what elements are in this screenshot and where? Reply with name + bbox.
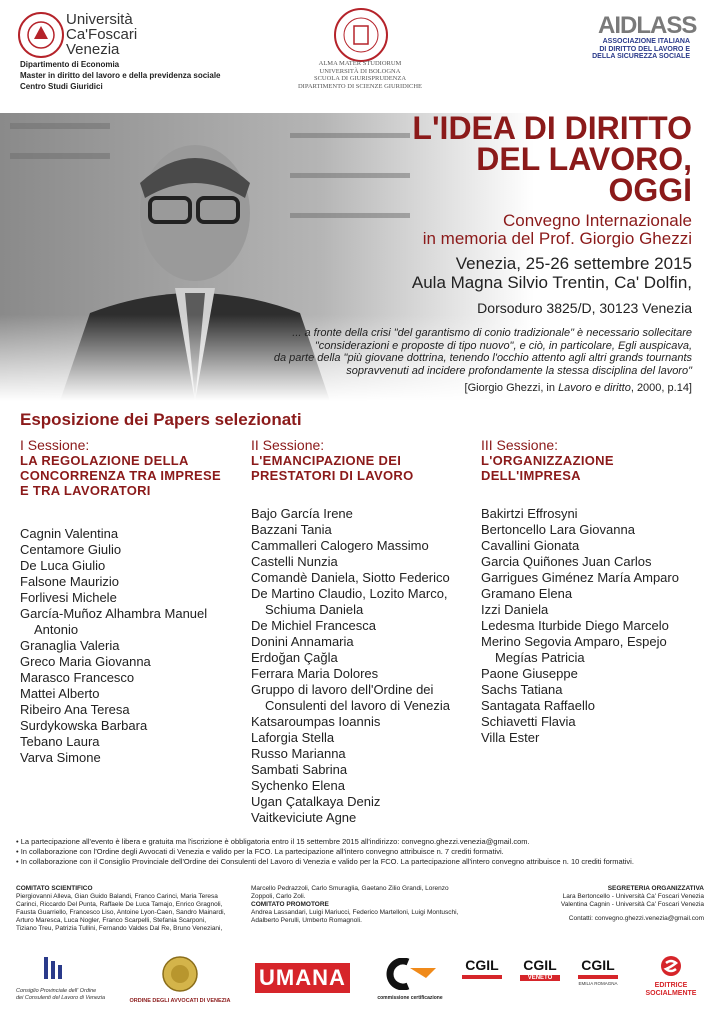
ghezzi-quote xyxy=(132,327,692,377)
papers-section-title: Esposizione dei Papers selezionati xyxy=(20,410,302,429)
consulenti-logo xyxy=(16,955,111,1001)
conference-title xyxy=(272,110,692,208)
note-line: • In collaborazione con l'Ordine degli Avvocati di Venezia e valido per la FCO. La partecipazione all'intero convegno attribuisce n. 7 crediti formativi. xyxy=(16,847,504,856)
bologna-text xyxy=(270,60,450,90)
speaker-item: Santagata Raffaello xyxy=(481,698,595,713)
title-line: L'IDEA DI DIRITTO xyxy=(412,110,692,146)
session-title-line: L'EMANCIPAZIONE DEI xyxy=(251,453,402,468)
cite-pre: [Giorgio Ghezzi, in xyxy=(464,382,559,394)
quote-line: da parte della "più giovane dottrina, tenendo l'occhio attento agli altri grands tournants xyxy=(273,352,692,364)
session-column xyxy=(251,438,476,826)
editrice-line: SOCIALMENTE xyxy=(645,990,697,997)
scientific-committee-title: COMITATO SCIENTIFICO xyxy=(16,885,93,892)
session-title xyxy=(481,453,706,483)
speaker-item: Varva Simone xyxy=(20,750,101,765)
ca-foscari-department xyxy=(20,59,221,92)
ca-foscari-seal xyxy=(18,12,64,58)
secretary-line: Lara Bertoncello - Università Ca' Foscari Venezia xyxy=(562,893,704,900)
subtitle-line: Convegno Internazionale xyxy=(502,211,692,230)
bologna-line: DIPARTIMENTO DI SCIENZE GIURIDICHE xyxy=(297,82,422,90)
committee-line: Arturo Maresca, Luca Nogler, Franco Scarpelli, Stefania Scarponi, xyxy=(16,917,207,924)
title-line: DEL LAVORO, xyxy=(476,141,692,177)
unive-line: Università xyxy=(66,11,133,28)
speaker-item-continuation: Antonio xyxy=(34,622,79,637)
speaker-item: Tebano Laura xyxy=(20,734,100,749)
session-title xyxy=(251,453,476,483)
speaker-item-continuation: Consulenti del lavoro di Venezia xyxy=(265,698,451,713)
speaker-item: Greco Maria Giovanna xyxy=(20,654,151,669)
speaker-item: Bajo García Irene xyxy=(251,506,353,521)
speaker-item-continuation: Megías Patricia xyxy=(495,650,585,665)
dept-line: Dipartimento di Economia xyxy=(20,60,120,69)
speaker-item: Erdoğan Çağla xyxy=(251,650,338,665)
speaker-item-continuation: Schiuma Daniela xyxy=(265,602,364,617)
cite-work: Lavoro e diritto xyxy=(558,382,631,394)
cgil-veneto-logo xyxy=(520,957,560,997)
aidlass-logo: AIDLASS xyxy=(598,12,697,39)
speaker-item: Comandè Daniela, Siotto Federico xyxy=(251,570,450,585)
speaker-item: Paone Giuseppe xyxy=(481,666,578,681)
speaker-item: Surdykowska Barbara xyxy=(20,718,148,733)
speaker-item: Ferrara Maria Dolores xyxy=(251,666,379,681)
session-title-line: PRESTATORI DI LAVORO xyxy=(251,468,414,483)
secretary-title: SEGRETERIA ORGANIZZATIVA xyxy=(607,885,704,892)
certificazione-logo xyxy=(370,958,450,1001)
cgil-logo xyxy=(462,957,502,997)
cgil-sub: EMILIA ROMAGNA xyxy=(578,981,618,986)
speaker-item: Russo Marianna xyxy=(251,746,346,761)
speaker-item: Forlivesi Michele xyxy=(20,590,117,605)
conference-place xyxy=(232,254,692,292)
speaker-item: Castelli Nunzia xyxy=(251,554,338,569)
place-line: Aula Magna Silvio Trentin, Ca' Dolfin, xyxy=(411,273,692,292)
cgil-text: CGIL xyxy=(462,957,502,979)
unive-line: Ca'Foscari xyxy=(66,26,138,43)
aidlass-line: ASSOCIAZIONE ITALIANA xyxy=(602,38,690,45)
speaker-item: Schiavetti Flavia xyxy=(481,714,576,729)
promoter-committee xyxy=(251,885,481,925)
cite-post: , 2000, p.14] xyxy=(630,382,692,394)
session-title-line: L'ORGANIZZAZIONE xyxy=(481,453,614,468)
bologna-line: UNIVERSITÀ DI BOLOGNA xyxy=(319,67,401,75)
contact-email: Contatti: convegno.ghezzi.venezia@gmail.com xyxy=(568,915,704,922)
participation-notes xyxy=(16,837,706,867)
scientific-committee xyxy=(16,885,251,933)
speaker-item: Bakirtzi Effrosyni xyxy=(481,506,578,521)
speaker-item: Katsaroumpas Ioannis xyxy=(251,714,381,729)
speaker-item: Cavallini Gionata xyxy=(481,538,580,553)
committee-line: Fausta Guarriello, Francesco Liso, Antoine Lyon-Caen, Sandro Mainardi, xyxy=(16,909,226,916)
speaker-item: Granaglia Valeria xyxy=(20,638,120,653)
speaker-item: Ribeiro Ana Teresa xyxy=(20,702,130,717)
speaker-item: Sambati Sabrina xyxy=(251,762,348,777)
speaker-item: Marasco Francesco xyxy=(20,670,135,685)
session-column xyxy=(20,438,245,766)
secretary-line: Valentina Cagnin - Università Ca' Foscari Venezia xyxy=(560,901,704,908)
session-label: III Sessione: xyxy=(481,437,559,453)
committee-line: Piergiovanni Alleva, Gian Guido Balandi, Franco Carinci, Maria Teresa xyxy=(16,893,218,900)
consulenti-line: dei Consulenti del Lavoro di Venezia xyxy=(16,994,106,1001)
session-title-line: LA REGOLAZIONE DELLA xyxy=(20,453,189,468)
bologna-line: SCUOLA DI GIURISPRUDENZA xyxy=(313,75,407,82)
aidlass-line: DELLA SICUREZZA SOCIALE xyxy=(592,53,690,60)
quote-line: "considerazioni e proposte di tipo nuovo", e ciò, in particolare, Egli auspicava, xyxy=(314,339,692,352)
speaker-item: García-Muñoz Alhambra Manuel xyxy=(20,606,208,621)
speaker-item: Mattei Alberto xyxy=(20,686,100,701)
conference-address: Dorsoduro 3825/D, 30123 Venezia xyxy=(477,300,692,316)
committee-line: Adalberto Perulli, Umberto Romagnoli. xyxy=(251,917,362,924)
speaker-item: Gruppo di lavoro dell'Ordine dei xyxy=(251,682,434,697)
consulenti-line: Consiglio Provinciale dell' Ordine xyxy=(16,988,97,994)
speaker-item: De Luca Giulio xyxy=(20,558,106,573)
editrice-socialmente-logo xyxy=(636,955,706,998)
ca-foscari-name xyxy=(66,12,137,57)
speaker-item: Garcia Quiñones Juan Carlos xyxy=(481,554,652,569)
cgil-sub: VENETO xyxy=(520,975,560,981)
committee-line: Andrea Lassandari, Luigi Mariucci, Federico Martelloni, Luigi Montuschi, xyxy=(251,909,459,916)
umana-logo: UMANA xyxy=(255,963,350,993)
quote-line: ... a fronte della crisi "del garantismo di conio tradizionale" è necessario sollecitare xyxy=(292,327,692,339)
cgil-text: CGIL xyxy=(578,957,618,979)
speaker-item: Cammalleri Calogero Massimo xyxy=(251,538,429,553)
title-line: OGGI xyxy=(608,172,692,208)
conference-subtitle xyxy=(232,212,692,248)
speaker-item: Ugan Çatalkaya Deniz xyxy=(251,794,381,809)
subtitle-line: in memoria del Prof. Giorgio Ghezzi xyxy=(422,229,692,248)
session-label: II Sessione: xyxy=(251,437,325,453)
avvocati-name: ORDINE DEGLI AVVOCATI DI VENEZIA xyxy=(129,998,231,1004)
speaker-item: Sachs Tatiana xyxy=(481,682,563,697)
speaker-item: Ledesma Iturbide Diego Marcelo xyxy=(481,618,669,633)
organizing-secretary xyxy=(504,885,704,923)
note-line: • La partecipazione all'evento è libera e gratuita ma l'iscrizione è obbligatoria entro il 15 settembre 2015 all'indirizzo: convegno.ghezzi.venezia@gmail.com. xyxy=(16,837,530,846)
session-title-line: CONCORRENZA TRA IMPRESE xyxy=(20,468,221,483)
speaker-item: Bazzani Tania xyxy=(251,522,332,537)
speaker-item: Villa Ester xyxy=(481,730,540,745)
speaker-item: Gramano Elena xyxy=(481,586,573,601)
quote-citation xyxy=(232,382,692,394)
aidlass-line: DI DIRITTO DEL LAVORO E xyxy=(599,45,690,53)
speaker-item: Centamore Giulio xyxy=(20,542,122,557)
session-label: I Sessione: xyxy=(20,437,90,453)
speaker-item: Cagnin Valentina xyxy=(20,526,119,541)
unive-line: Venezia xyxy=(66,41,120,58)
editrice-line: EDITRICE xyxy=(654,982,688,989)
session-speakers xyxy=(481,506,706,746)
committee-line: Zoppoli, Carlo Zoli. xyxy=(251,893,306,900)
promoter-committee-title: COMITATO PROMOTORE xyxy=(251,901,329,908)
speaker-item: Falsone Maurizio xyxy=(20,574,119,589)
cgil-text: CGIL xyxy=(523,957,557,973)
session-column xyxy=(481,438,706,746)
committee-line: Marcello Pedrazzoli, Carlo Smuraglia, Gaetano Zilio Grandi, Lorenzo xyxy=(251,885,449,892)
speaker-item: Donini Annamaria xyxy=(251,634,354,649)
committee-line: Tiziano Treu, Patrizia Tullini, Fernando Valdes Dal Re, Bruno Veneziani, xyxy=(16,925,223,932)
bologna-seal xyxy=(334,8,388,62)
cert-name: commissione certificazione xyxy=(377,995,443,1001)
speaker-item: Vaitkeviciute Agne xyxy=(251,810,357,825)
session-title-line: E TRA LAVORATORI xyxy=(20,483,151,498)
place-line: Venezia, 25-26 settembre 2015 xyxy=(455,254,692,273)
session-title xyxy=(20,453,245,498)
speaker-item: De Michiel Francesca xyxy=(251,618,376,633)
bologna-line: ALMA MATER STUDIORUM xyxy=(318,60,402,67)
avvocati-logo xyxy=(125,955,235,1004)
speaker-item: Bertoncello Lara Giovanna xyxy=(481,522,635,537)
cgil-emilia-logo xyxy=(578,957,618,997)
session-speakers xyxy=(251,506,476,826)
note-line: • In collaborazione con il Consiglio Provinciale dell'Ordine dei Consulenti del Lavoro di Venezia e valido per la FCO. La partecipazione all'intero convegno attribuisce n. 10 crediti formativi. xyxy=(16,857,634,866)
speaker-item: Merino Segovia Amparo, Espejo xyxy=(481,634,667,649)
speaker-item: Izzi Daniela xyxy=(481,602,549,617)
dept-line: Centro Studi Giuridici xyxy=(20,82,103,91)
speaker-item: Sychenko Elena xyxy=(251,778,345,793)
committee-line: Carinci, Riccardo Del Punta, Raffaele De Luca Tamajo, Enrico Gragnoli, xyxy=(16,901,223,908)
speaker-item: Garrigues Giménez María Amparo xyxy=(481,570,679,585)
aidlass-subtitle xyxy=(540,38,690,61)
speaker-item: De Martino Claudio, Lozito Marco, xyxy=(251,586,448,601)
session-speakers xyxy=(20,526,245,766)
session-title-line: DELL'IMPRESA xyxy=(481,468,581,483)
quote-line: sopravvenuti ad incidere profondamente la stessa disciplina del lavoro" xyxy=(346,364,692,377)
dept-line: Master in diritto del lavoro e della previdenza sociale xyxy=(20,71,221,80)
speaker-item: Laforgia Stella xyxy=(251,730,335,745)
